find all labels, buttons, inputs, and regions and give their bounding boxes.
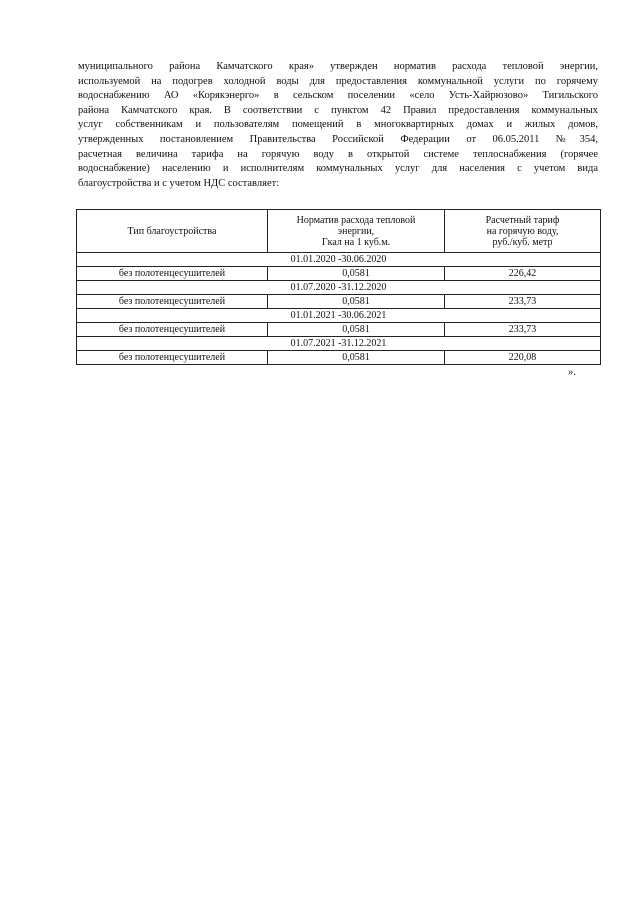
period-row — [77, 281, 601, 295]
tariff-cell: 226,42 — [445, 267, 601, 281]
paragraph-line: водоснабжение) населению и исполнителям коммунальных услуг для населения с учетом вида — [78, 163, 598, 175]
type-cell: без полотенцесушителей — [77, 267, 268, 281]
header-tariff-line: руб./куб. метр — [492, 236, 553, 248]
tariff-cell: 233,73 — [445, 295, 601, 309]
header-type: Тип благоустройства — [77, 210, 268, 253]
tariff-cell: 233,73 — [445, 323, 601, 337]
paragraph-line: водоснабжению АО «Корякэнерго» в сельском поселении «село Усть-Хайрюзово» Тигильского — [78, 90, 598, 102]
period-row — [77, 309, 601, 323]
type-cell: без полотенцесушителей — [77, 295, 268, 309]
table-row — [77, 351, 601, 365]
paragraph-line: муниципального района Камчатского края» утвержден норматив расхода тепловой энергии, — [78, 61, 598, 72]
norm-cell: 0,0581 — [268, 351, 445, 365]
header-tariff-line: Расчетный тариф — [485, 214, 560, 226]
header-tariff — [445, 210, 601, 253]
table-row — [77, 267, 601, 281]
tariff-table — [76, 209, 601, 365]
norm-cell: 0,0581 — [268, 295, 445, 309]
period-cell: 01.07.2021 -31.12.2021 — [77, 337, 601, 351]
period-cell: 01.07.2020 -31.12.2020 — [77, 281, 601, 295]
period-row — [77, 337, 601, 351]
paragraph-line: утвержденных постановлением Правительства Российской Федерации от 06.05.2011 №354, — [78, 133, 598, 145]
header-norm-line: Гкал на 1 куб.м. — [321, 236, 391, 248]
header-norm-line: Норматив расхода тепловой — [296, 214, 416, 226]
table-row — [77, 323, 601, 337]
period-cell: 01.01.2021 -30.06.2021 — [77, 309, 601, 323]
closing-quote: ». — [568, 367, 576, 378]
paragraph-line: района Камчатского края. В соответствии с пунктом 42 Правил предоставления коммунальных — [78, 104, 598, 116]
type-cell: без полотенцесушителей — [77, 351, 268, 365]
body-paragraph — [78, 60, 598, 191]
type-cell: без полотенцесушителей — [77, 323, 268, 337]
table-row — [77, 295, 601, 309]
header-norm-line: энергии, — [337, 225, 375, 237]
table-header-row — [77, 210, 601, 253]
norm-cell: 0,0581 — [268, 267, 445, 281]
paragraph-line: расчетная величина тарифа на горячую воду в открытой системе теплоснабжения (горячее — [78, 148, 598, 160]
header-tariff-line: на горячую воду, — [486, 225, 559, 237]
paragraph-line: благоустройства и с учетом НДС составляет: — [78, 177, 280, 189]
paragraph-line: услуг собственникам и пользователям помещений в многоквартирных домах и жилых домов, — [78, 119, 598, 131]
paragraph-line: используемой на подогрев холодной воды для предоставления коммунальной услуги по горячему — [78, 75, 598, 87]
norm-cell: 0,0581 — [268, 323, 445, 337]
header-norm — [268, 210, 445, 253]
period-row — [77, 253, 601, 267]
period-cell: 01.01.2020 -30.06.2020 — [77, 253, 601, 267]
tariff-cell: 220,08 — [445, 351, 601, 365]
